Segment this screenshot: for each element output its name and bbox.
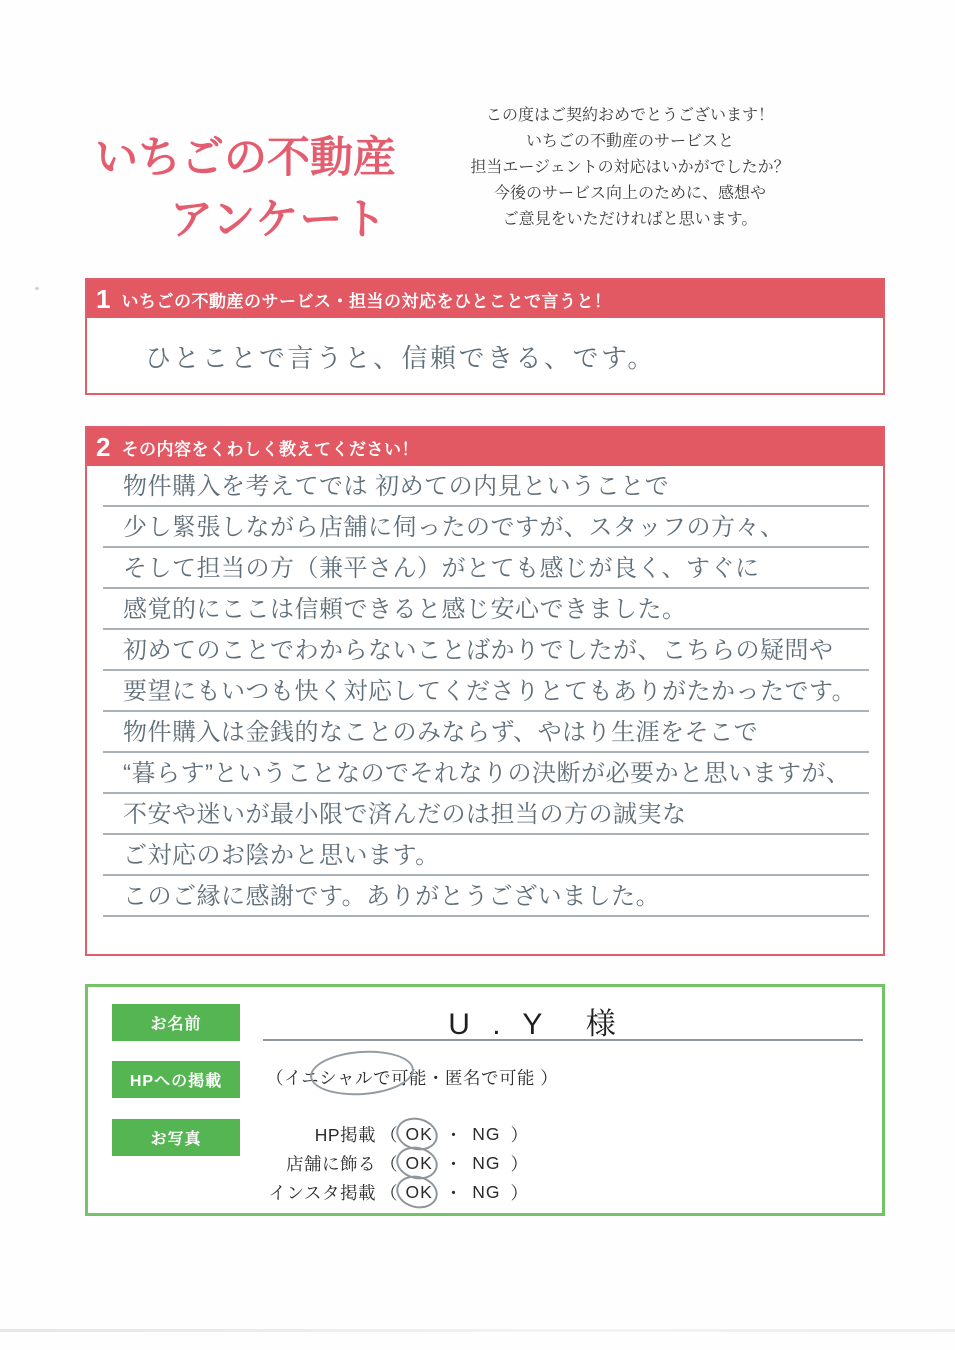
handwritten-line: 物件購入を考えてでは 初めての内見ということで (103, 466, 869, 507)
question1-handwritten-answer: ひとことで言うと、信頼できる、です。 (145, 343, 656, 373)
handwritten-line: 少し緊張しながら店舗に伺ったのですが、スタッフの方々、 (103, 507, 869, 548)
intro-line: 今後のサービス向上のために、感想や (493, 185, 766, 202)
option-separator: ・ (444, 1125, 463, 1145)
question1-box (85, 278, 885, 395)
intro-text (430, 103, 830, 233)
handwritten-line: そして担当の方（兼平さん）がとても感じが良く、すぐに (103, 548, 869, 589)
question1-heading: いちごの不動産のサービス・担当の対応をひとことで言うと！ (121, 291, 612, 311)
ok-option (404, 1124, 435, 1145)
option-separator: ・ (444, 1154, 463, 1174)
open-paren: （ (380, 1125, 398, 1145)
ng-option: NG (472, 1153, 501, 1173)
page-title-line2: アンケート (170, 196, 388, 244)
ok-option-text: OK (405, 1182, 433, 1202)
respondent-info-box (85, 984, 885, 1216)
intro-line: 担当エージェントの対応はいかがでしたか？ (470, 159, 790, 176)
question2-number: 2 (96, 432, 111, 462)
photo-label: お写真 (112, 1119, 240, 1156)
close-paren: ） (510, 1154, 529, 1174)
ok-option-text: OK (405, 1153, 433, 1173)
ng-option: NG (472, 1182, 501, 1202)
question2-answer-lines (87, 466, 883, 917)
name-label: お名前 (112, 1004, 240, 1041)
handwritten-line: ご対応のお陰かと思います。 (103, 835, 869, 876)
page-title-line1: いちごの不動産 (95, 134, 396, 182)
close-paren: ） (510, 1125, 529, 1145)
question1-number: 1 (96, 284, 111, 314)
ok-option (404, 1182, 435, 1203)
name-value: U . Y 様 (448, 1008, 623, 1041)
photo-row-item: 店舗に飾る (286, 1154, 376, 1174)
photo-row-item: インスタ掲載 (268, 1183, 376, 1203)
question2-heading: その内容をくわしく教えてください！ (121, 439, 419, 459)
ok-circle-mark (392, 1171, 440, 1212)
ok-option (404, 1153, 435, 1174)
option-separator: ・ (444, 1183, 463, 1203)
close-paren: ） (510, 1183, 529, 1203)
open-paren: （ (380, 1154, 398, 1174)
intro-line: この度はご契約おめでとうございます！ (485, 107, 774, 124)
photo-row-store (263, 1149, 683, 1178)
question1-header (87, 280, 883, 318)
photo-consent-rows (263, 1120, 683, 1207)
open-paren: （ (380, 1183, 398, 1203)
handwritten-line: 初めてのことでわからないことばかりでしたが、こちらの疑問や (103, 630, 869, 671)
scan-edge-artifact (0, 1329, 955, 1332)
hp-publication-label: HPへの掲載 (112, 1061, 240, 1098)
intro-line: ご意見をいただければと思います。 (502, 211, 758, 228)
name-underline (263, 1039, 863, 1041)
ok-option-text: OK (405, 1124, 433, 1144)
scan-speck-artifact (35, 287, 39, 290)
photo-row-item: HP掲載 (314, 1125, 376, 1145)
handwritten-line: 感覚的にここは信頼できると感じ安心できました。 (103, 589, 869, 630)
handwritten-line: 不安や迷いが最小限で済んだのは担当の方の誠実な (103, 794, 869, 835)
photo-row-instagram (263, 1178, 683, 1207)
question2-header (87, 428, 883, 466)
hp-option-circle-mark (309, 1047, 416, 1098)
intro-line: いちごの不動産のサービスと (525, 133, 734, 150)
ng-option: NG (472, 1124, 501, 1144)
handwritten-line: 要望にもいつも快く対応してくださりとてもありがたかったです。 (103, 671, 869, 712)
hp-publication-options: （イニシャルで可能・匿名で可能 ） (266, 1068, 559, 1088)
handwritten-line: 物件購入は金銭的なことのみならず、やはり生涯をそこで (103, 712, 869, 753)
handwritten-line: このご縁に感謝です。ありがとうございました。 (103, 876, 869, 917)
handwritten-line: “暮らす”ということなのでそれなりの決断が必要かと思いますが、 (103, 753, 869, 794)
photo-row-hp (263, 1120, 683, 1149)
question2-box (85, 426, 885, 956)
